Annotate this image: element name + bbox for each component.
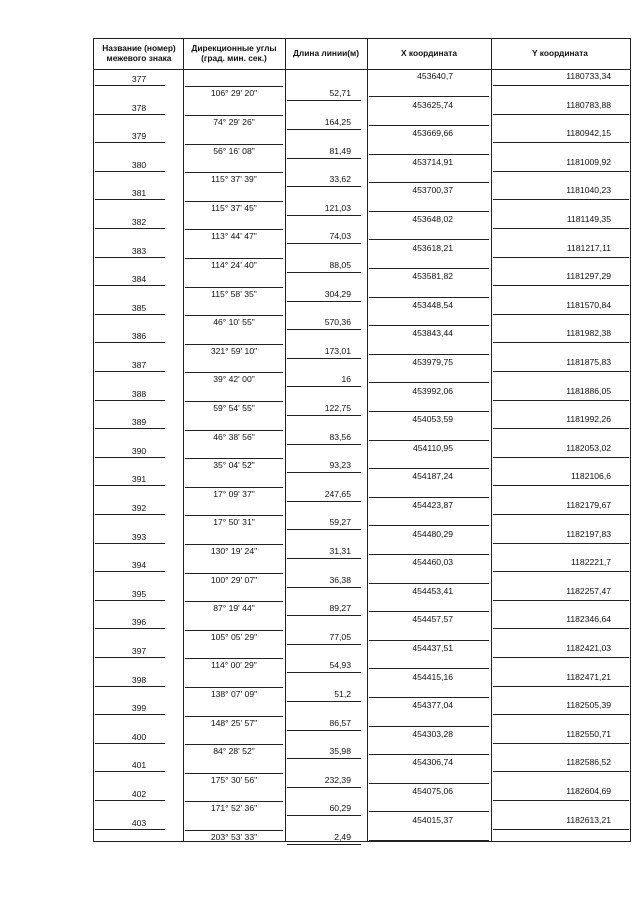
segment-angle: 171° 52' 36" bbox=[210, 803, 258, 814]
segment-angle: 56° 16' 08" bbox=[213, 145, 255, 156]
row-rule bbox=[287, 215, 361, 216]
segment-length: 59,27 bbox=[329, 517, 351, 528]
segment-length: 52,71 bbox=[329, 88, 351, 99]
row-rule bbox=[493, 829, 629, 830]
table-top-border bbox=[93, 38, 631, 39]
row-rule bbox=[369, 211, 489, 212]
row-rule bbox=[287, 701, 361, 702]
row-rule bbox=[95, 199, 165, 200]
row-rule bbox=[185, 830, 283, 831]
row-rule bbox=[185, 144, 283, 145]
row-rule bbox=[95, 257, 165, 258]
row-rule bbox=[287, 329, 361, 330]
point-y: 1182421,03 bbox=[566, 643, 611, 653]
point-y: 1181875,83 bbox=[566, 357, 611, 367]
segment-angle: 115° 37' 45" bbox=[211, 202, 257, 213]
point-y: 1181982,38 bbox=[566, 328, 611, 339]
point-y: 1180783,88 bbox=[566, 99, 611, 110]
segment-angle: 106° 29' 20" bbox=[210, 88, 258, 99]
point-name: 396 bbox=[131, 617, 147, 628]
row-rule bbox=[493, 657, 629, 658]
row-rule bbox=[493, 714, 629, 715]
segment-length: 81,49 bbox=[329, 145, 351, 156]
row-rule bbox=[185, 658, 283, 659]
point-name: 380 bbox=[131, 159, 147, 170]
row-rule bbox=[95, 142, 165, 143]
point-name: 387 bbox=[131, 360, 147, 370]
segment-length: 77,05 bbox=[329, 631, 351, 642]
row-rule bbox=[185, 630, 283, 631]
row-rule bbox=[95, 800, 165, 801]
row-rule bbox=[369, 96, 489, 97]
row-rule bbox=[369, 154, 489, 155]
point-y: 1182197,83 bbox=[566, 528, 611, 539]
point-name: 381 bbox=[131, 188, 147, 199]
point-y: 1182613,21 bbox=[566, 814, 611, 825]
row-rule bbox=[493, 485, 629, 486]
point-name: 393 bbox=[131, 531, 147, 542]
row-rule bbox=[369, 268, 489, 269]
row-rule bbox=[369, 726, 489, 727]
point-x: 454306,74 bbox=[412, 757, 453, 768]
point-name: 379 bbox=[131, 131, 147, 142]
row-rule bbox=[95, 314, 165, 315]
segment-length: 122,75 bbox=[324, 402, 351, 413]
point-x: 453625,74 bbox=[412, 99, 453, 110]
header-name: Название (номер) межевого знака bbox=[102, 43, 176, 63]
point-x: 453979,75 bbox=[412, 357, 453, 367]
row-rule bbox=[369, 668, 489, 669]
segment-length: 2,49 bbox=[334, 831, 351, 842]
point-x: 453992,06 bbox=[412, 385, 453, 396]
row-rule bbox=[369, 354, 489, 355]
row-rule bbox=[493, 314, 629, 315]
row-rule bbox=[493, 114, 629, 115]
row-rule bbox=[95, 743, 165, 744]
row-rule bbox=[185, 487, 283, 488]
point-name: 392 bbox=[131, 503, 147, 513]
row-rule bbox=[493, 342, 629, 343]
row-rule bbox=[185, 372, 283, 373]
row-rule bbox=[287, 386, 361, 387]
row-rule bbox=[287, 787, 361, 788]
segment-length: 93,23 bbox=[329, 460, 351, 471]
row-rule bbox=[185, 744, 283, 745]
row-rule bbox=[95, 543, 165, 544]
point-x: 454423,87 bbox=[412, 500, 453, 510]
row-rule bbox=[185, 115, 283, 116]
row-rule bbox=[369, 640, 489, 641]
point-x: 453669,66 bbox=[412, 128, 453, 139]
point-y: 1182257,47 bbox=[566, 585, 611, 596]
point-x: 454453,41 bbox=[412, 585, 453, 596]
row-rule bbox=[95, 400, 165, 401]
point-x: 453843,44 bbox=[412, 328, 453, 339]
point-y: 1182604,69 bbox=[566, 786, 611, 796]
row-rule bbox=[287, 529, 361, 530]
segment-length: 164,25 bbox=[324, 116, 351, 127]
row-rule bbox=[369, 182, 489, 183]
point-x: 453640,7 bbox=[417, 71, 453, 81]
row-rule bbox=[185, 801, 283, 802]
row-rule bbox=[287, 272, 361, 273]
row-rule bbox=[369, 239, 489, 240]
segment-length: 36,38 bbox=[329, 574, 351, 585]
point-name: 399 bbox=[131, 703, 147, 714]
row-rule bbox=[369, 325, 489, 326]
row-rule bbox=[95, 428, 165, 429]
point-name: 384 bbox=[131, 274, 147, 285]
row-rule bbox=[369, 411, 489, 412]
segment-length: 173,01 bbox=[324, 345, 351, 356]
point-x: 454075,06 bbox=[412, 786, 453, 796]
row-rule bbox=[493, 571, 629, 572]
row-rule bbox=[95, 85, 165, 86]
row-rule bbox=[369, 297, 489, 298]
row-rule bbox=[287, 358, 361, 359]
row-rule bbox=[185, 86, 283, 87]
row-rule bbox=[369, 497, 489, 498]
segment-length: 89,27 bbox=[329, 603, 351, 614]
header-angle: Дирекционные углы (град. мин. сек.) bbox=[191, 43, 277, 63]
column-divider bbox=[630, 38, 631, 841]
segment-angle: 105° 05' 29" bbox=[210, 631, 258, 642]
header-y: Y координата bbox=[532, 47, 588, 58]
row-rule bbox=[287, 472, 361, 473]
row-rule bbox=[95, 657, 165, 658]
row-rule bbox=[95, 628, 165, 629]
row-rule bbox=[287, 243, 361, 244]
row-rule bbox=[493, 142, 629, 143]
point-x: 453648,02 bbox=[412, 214, 453, 224]
row-rule bbox=[493, 628, 629, 629]
row-rule bbox=[287, 415, 361, 416]
point-name: 386 bbox=[131, 331, 147, 342]
row-rule bbox=[185, 601, 283, 602]
point-name: 403 bbox=[131, 817, 147, 828]
row-rule bbox=[369, 125, 489, 126]
row-rule bbox=[287, 844, 361, 845]
point-x: 454015,37 bbox=[412, 814, 453, 825]
row-rule bbox=[95, 686, 165, 687]
segment-length: 304,29 bbox=[324, 288, 351, 299]
point-y: 1182586,52 bbox=[566, 757, 611, 768]
segment-angle: 138° 07' 09" bbox=[210, 688, 258, 699]
point-x: 454457,57 bbox=[412, 614, 453, 625]
segment-angle: 321° 59' 10" bbox=[210, 345, 258, 356]
point-y: 1181886,05 bbox=[566, 385, 611, 396]
point-x: 454377,04 bbox=[412, 700, 453, 711]
row-rule bbox=[185, 315, 283, 316]
point-y: 1182505,39 bbox=[566, 700, 611, 711]
row-rule bbox=[185, 258, 283, 259]
point-y: 1182550,71 bbox=[566, 728, 611, 739]
point-name: 398 bbox=[131, 674, 147, 685]
row-rule bbox=[185, 773, 283, 774]
point-y: 1180733,34 bbox=[566, 71, 611, 81]
row-rule bbox=[493, 543, 629, 544]
segment-angle: 100° 29' 07" bbox=[210, 574, 258, 585]
row-rule bbox=[95, 485, 165, 486]
point-x: 454460,03 bbox=[412, 557, 453, 568]
segment-length: 83,56 bbox=[329, 431, 351, 442]
point-x: 454110,95 bbox=[413, 442, 453, 453]
point-name: 395 bbox=[131, 588, 147, 599]
row-rule bbox=[185, 401, 283, 402]
segment-angle: 148° 25' 57" bbox=[210, 717, 258, 728]
point-y: 1181217,11 bbox=[566, 242, 611, 253]
segment-angle: 115° 37' 39" bbox=[211, 174, 257, 185]
point-name: 397 bbox=[131, 646, 147, 656]
point-x: 454437,51 bbox=[412, 643, 453, 653]
row-rule bbox=[95, 514, 165, 515]
row-rule bbox=[185, 344, 283, 345]
segment-angle: 46° 10' 55" bbox=[213, 317, 255, 328]
row-rule bbox=[287, 644, 361, 645]
segment-length: 86,57 bbox=[329, 717, 351, 728]
point-x: 454053,59 bbox=[412, 414, 453, 425]
point-name: 402 bbox=[131, 789, 147, 799]
row-rule bbox=[369, 783, 489, 784]
point-name: 377 bbox=[131, 74, 147, 84]
table-bottom-border bbox=[93, 841, 631, 842]
row-rule bbox=[369, 754, 489, 755]
header-x: X координата bbox=[400, 47, 458, 58]
point-y: 1182053,02 bbox=[566, 442, 611, 453]
point-y: 1182179,67 bbox=[566, 500, 611, 510]
point-x: 454187,24 bbox=[412, 471, 453, 482]
point-name: 385 bbox=[131, 302, 147, 313]
coordinates-table bbox=[93, 38, 631, 841]
row-rule bbox=[95, 600, 165, 601]
point-y: 1182221,7 bbox=[571, 557, 611, 568]
row-rule bbox=[493, 171, 629, 172]
point-name: 389 bbox=[131, 417, 147, 428]
point-y: 1181040,23 bbox=[566, 185, 611, 196]
point-y: 1182471,21 bbox=[566, 671, 611, 682]
point-name: 394 bbox=[131, 560, 147, 571]
row-rule bbox=[493, 228, 629, 229]
row-rule bbox=[185, 201, 283, 202]
row-rule bbox=[95, 714, 165, 715]
row-rule bbox=[493, 428, 629, 429]
row-rule bbox=[287, 672, 361, 673]
point-y: 1181149,35 bbox=[566, 214, 611, 224]
point-y: 1182346,64 bbox=[566, 614, 611, 625]
segment-length: 570,36 bbox=[324, 317, 351, 328]
segment-length: 88,05 bbox=[329, 259, 351, 270]
segment-angle: 203° 53' 33" bbox=[210, 831, 258, 842]
row-rule bbox=[493, 285, 629, 286]
row-rule bbox=[185, 229, 283, 230]
row-rule bbox=[95, 171, 165, 172]
row-rule bbox=[493, 800, 629, 801]
segment-length: 74,03 bbox=[329, 231, 351, 242]
row-rule bbox=[287, 301, 361, 302]
row-rule bbox=[493, 199, 629, 200]
row-rule bbox=[369, 468, 489, 469]
row-rule bbox=[95, 228, 165, 229]
segment-length: 247,65 bbox=[324, 488, 351, 499]
row-rule bbox=[287, 815, 361, 816]
row-rule bbox=[95, 342, 165, 343]
row-rule bbox=[287, 129, 361, 130]
point-x: 453581,82 bbox=[412, 271, 453, 282]
row-rule bbox=[185, 287, 283, 288]
row-rule bbox=[287, 558, 361, 559]
row-rule bbox=[95, 114, 165, 115]
segment-angle: 46° 38' 56" bbox=[213, 431, 255, 442]
row-rule bbox=[493, 600, 629, 601]
row-rule bbox=[369, 840, 489, 841]
row-rule bbox=[185, 172, 283, 173]
point-name: 390 bbox=[131, 445, 147, 456]
header-length: Длина линии(м) bbox=[292, 47, 360, 58]
segment-angle: 39° 42' 00" bbox=[213, 374, 255, 385]
point-name: 382 bbox=[131, 217, 147, 227]
row-rule bbox=[493, 257, 629, 258]
point-x: 453618,21 bbox=[412, 242, 453, 253]
row-rule bbox=[493, 371, 629, 372]
row-rule bbox=[287, 158, 361, 159]
point-name: 378 bbox=[131, 102, 147, 113]
segment-length: 33,62 bbox=[329, 174, 351, 185]
point-name: 388 bbox=[131, 388, 147, 399]
point-x: 453700,37 bbox=[412, 185, 453, 196]
row-rule bbox=[185, 515, 283, 516]
row-rule bbox=[185, 430, 283, 431]
row-rule bbox=[185, 458, 283, 459]
row-rule bbox=[369, 525, 489, 526]
row-rule bbox=[185, 573, 283, 574]
row-rule bbox=[287, 444, 361, 445]
row-rule bbox=[493, 457, 629, 458]
row-rule bbox=[185, 716, 283, 717]
row-rule bbox=[493, 514, 629, 515]
point-x: 454415,16 bbox=[412, 671, 453, 682]
row-rule bbox=[493, 743, 629, 744]
row-rule bbox=[287, 186, 361, 187]
point-name: 401 bbox=[131, 760, 147, 771]
row-rule bbox=[287, 758, 361, 759]
point-x: 453714,91 bbox=[412, 156, 453, 167]
point-name: 383 bbox=[131, 245, 147, 256]
row-rule bbox=[287, 730, 361, 731]
point-x: 453448,54 bbox=[412, 299, 453, 310]
point-y: 1180942,15 bbox=[566, 128, 611, 139]
row-rule bbox=[95, 829, 165, 830]
segment-length: 121,03 bbox=[324, 202, 351, 213]
segment-length: 35,98 bbox=[329, 746, 351, 757]
segment-length: 51,2 bbox=[334, 688, 351, 699]
row-rule bbox=[287, 100, 361, 101]
segment-angle: 17° 09' 37" bbox=[213, 488, 255, 499]
row-rule bbox=[369, 611, 489, 612]
header-bottom-border bbox=[93, 69, 631, 70]
segment-angle: 115° 58' 35" bbox=[211, 288, 257, 299]
row-rule bbox=[95, 771, 165, 772]
row-rule bbox=[95, 457, 165, 458]
row-rule bbox=[369, 697, 489, 698]
row-rule bbox=[95, 571, 165, 572]
segment-length: 54,93 bbox=[329, 660, 351, 671]
segment-length: 232,39 bbox=[324, 774, 351, 785]
row-rule bbox=[185, 687, 283, 688]
point-name: 391 bbox=[131, 474, 147, 485]
point-x: 454480,29 bbox=[412, 528, 453, 539]
row-rule bbox=[369, 382, 489, 383]
row-rule bbox=[287, 615, 361, 616]
point-x: 454303,28 bbox=[412, 728, 453, 739]
point-y: 1182106,6 bbox=[571, 471, 611, 482]
segment-angle: 114° 00' 29" bbox=[211, 660, 257, 671]
row-rule bbox=[185, 544, 283, 545]
segment-length: 16 bbox=[341, 374, 351, 385]
segment-angle: 130° 19' 24" bbox=[210, 545, 258, 556]
segment-angle: 114° 24' 40" bbox=[211, 259, 257, 270]
row-rule bbox=[95, 285, 165, 286]
row-rule bbox=[95, 371, 165, 372]
segment-length: 60,29 bbox=[329, 803, 351, 814]
segment-angle: 35° 04' 52" bbox=[213, 460, 255, 471]
row-rule bbox=[493, 686, 629, 687]
segment-angle: 74° 29' 26" bbox=[213, 116, 255, 127]
segment-angle: 113° 44' 47" bbox=[211, 231, 257, 242]
row-rule bbox=[287, 501, 361, 502]
segment-angle: 59° 54' 55" bbox=[213, 402, 255, 413]
segment-angle: 87° 19' 44" bbox=[213, 603, 255, 614]
point-y: 1181992,26 bbox=[566, 414, 611, 425]
row-rule bbox=[493, 771, 629, 772]
row-rule bbox=[287, 587, 361, 588]
row-rule bbox=[493, 85, 629, 86]
segment-angle: 17° 50' 31" bbox=[213, 517, 255, 528]
row-rule bbox=[369, 811, 489, 812]
point-name: 400 bbox=[131, 731, 147, 742]
segment-angle: 84° 28' 52" bbox=[213, 746, 255, 757]
point-y: 1181570,84 bbox=[566, 299, 611, 310]
column-divider bbox=[93, 38, 94, 841]
segment-angle: 175° 30' 56" bbox=[210, 774, 258, 785]
row-rule bbox=[369, 554, 489, 555]
row-rule bbox=[493, 400, 629, 401]
row-rule bbox=[369, 583, 489, 584]
row-rule bbox=[369, 440, 489, 441]
point-y: 1181009,92 bbox=[566, 156, 611, 167]
segment-length: 31,31 bbox=[329, 545, 351, 556]
point-y: 1181297,29 bbox=[566, 271, 611, 282]
